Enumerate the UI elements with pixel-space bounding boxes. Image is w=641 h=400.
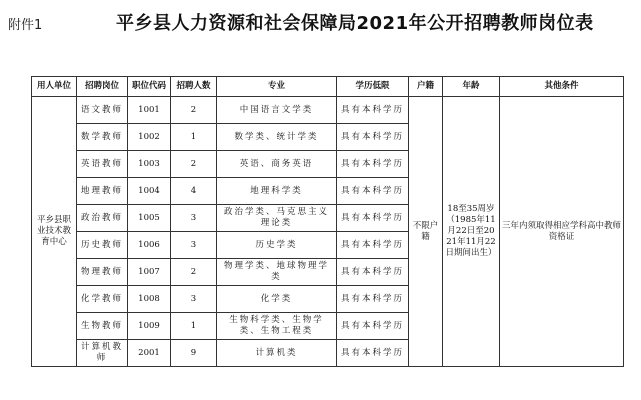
code-cell: 1009 bbox=[128, 313, 171, 340]
position-cell: 政治教师 bbox=[77, 205, 128, 232]
header-unit: 用人单位 bbox=[32, 77, 77, 97]
annex-label: 附件1 bbox=[8, 18, 43, 33]
count-cell: 2 bbox=[171, 151, 217, 178]
major-cell: 地理科学类 bbox=[217, 178, 337, 205]
position-cell: 生物教师 bbox=[77, 313, 128, 340]
count-cell: 1 bbox=[171, 124, 217, 151]
unit-cell: 平乡县职业技术教育中心 bbox=[32, 97, 77, 367]
age-cell: 18至35周岁（1985年11月22日至2021年11月22日期间出生） bbox=[443, 97, 500, 367]
education-cell: 具有本科学历 bbox=[337, 286, 409, 313]
code-cell: 1007 bbox=[128, 259, 171, 286]
other-conditions-cell: 三年内须取得相应学科高中教师资格证 bbox=[500, 97, 624, 367]
position-cell: 语文教师 bbox=[77, 97, 128, 124]
position-cell: 化学教师 bbox=[77, 286, 128, 313]
education-cell: 具有本科学历 bbox=[337, 232, 409, 259]
header-count: 招聘人数 bbox=[171, 77, 217, 97]
education-cell: 具有本科学历 bbox=[337, 178, 409, 205]
code-cell: 1006 bbox=[128, 232, 171, 259]
count-cell: 2 bbox=[171, 259, 217, 286]
position-cell: 数学教师 bbox=[77, 124, 128, 151]
page-title: 平乡县人力资源和社会保障局2021年公开招聘教师岗位表 bbox=[116, 13, 594, 34]
count-cell: 4 bbox=[171, 178, 217, 205]
count-cell: 3 bbox=[171, 205, 217, 232]
header-hukou: 户籍 bbox=[409, 77, 443, 97]
header-position: 招聘岗位 bbox=[77, 77, 128, 97]
education-cell: 具有本科学历 bbox=[337, 124, 409, 151]
position-cell: 历史教师 bbox=[77, 232, 128, 259]
count-cell: 1 bbox=[171, 313, 217, 340]
position-cell: 地理教师 bbox=[77, 178, 128, 205]
header-code: 职位代码 bbox=[128, 77, 171, 97]
positions-table bbox=[31, 76, 624, 367]
code-cell: 1001 bbox=[128, 97, 171, 124]
position-cell: 计算机教师 bbox=[77, 340, 128, 367]
major-cell: 英语、商务英语 bbox=[217, 151, 337, 178]
header-age: 年龄 bbox=[443, 77, 500, 97]
code-cell: 2001 bbox=[128, 340, 171, 367]
count-cell: 3 bbox=[171, 286, 217, 313]
code-cell: 1008 bbox=[128, 286, 171, 313]
code-cell: 1003 bbox=[128, 151, 171, 178]
education-cell: 具有本科学历 bbox=[337, 340, 409, 367]
header-major: 专业 bbox=[217, 77, 337, 97]
major-cell: 物理学类、地球物理学类 bbox=[217, 259, 337, 286]
code-cell: 1004 bbox=[128, 178, 171, 205]
education-cell: 具有本科学历 bbox=[337, 97, 409, 124]
header-education: 学历低限 bbox=[337, 77, 409, 97]
count-cell: 9 bbox=[171, 340, 217, 367]
table-row bbox=[32, 97, 624, 124]
count-cell: 2 bbox=[171, 97, 217, 124]
education-cell: 具有本科学历 bbox=[337, 151, 409, 178]
major-cell: 计算机类 bbox=[217, 340, 337, 367]
code-cell: 1002 bbox=[128, 124, 171, 151]
position-cell: 物理教师 bbox=[77, 259, 128, 286]
education-cell: 具有本科学历 bbox=[337, 313, 409, 340]
header-other: 其他条件 bbox=[500, 77, 624, 97]
major-cell: 化学类 bbox=[217, 286, 337, 313]
education-cell: 具有本科学历 bbox=[337, 259, 409, 286]
count-cell: 3 bbox=[171, 232, 217, 259]
major-cell: 数学类、统计学类 bbox=[217, 124, 337, 151]
code-cell: 1005 bbox=[128, 205, 171, 232]
education-cell: 具有本科学历 bbox=[337, 205, 409, 232]
position-cell: 英语教师 bbox=[77, 151, 128, 178]
major-cell: 生物科学类、生物学类、生物工程类 bbox=[217, 313, 337, 340]
major-cell: 政治学类、马克思主义理论类 bbox=[217, 205, 337, 232]
hukou-cell: 不限户籍 bbox=[409, 97, 443, 367]
header-row bbox=[32, 77, 624, 97]
major-cell: 中国语言文学类 bbox=[217, 97, 337, 124]
major-cell: 历史学类 bbox=[217, 232, 337, 259]
